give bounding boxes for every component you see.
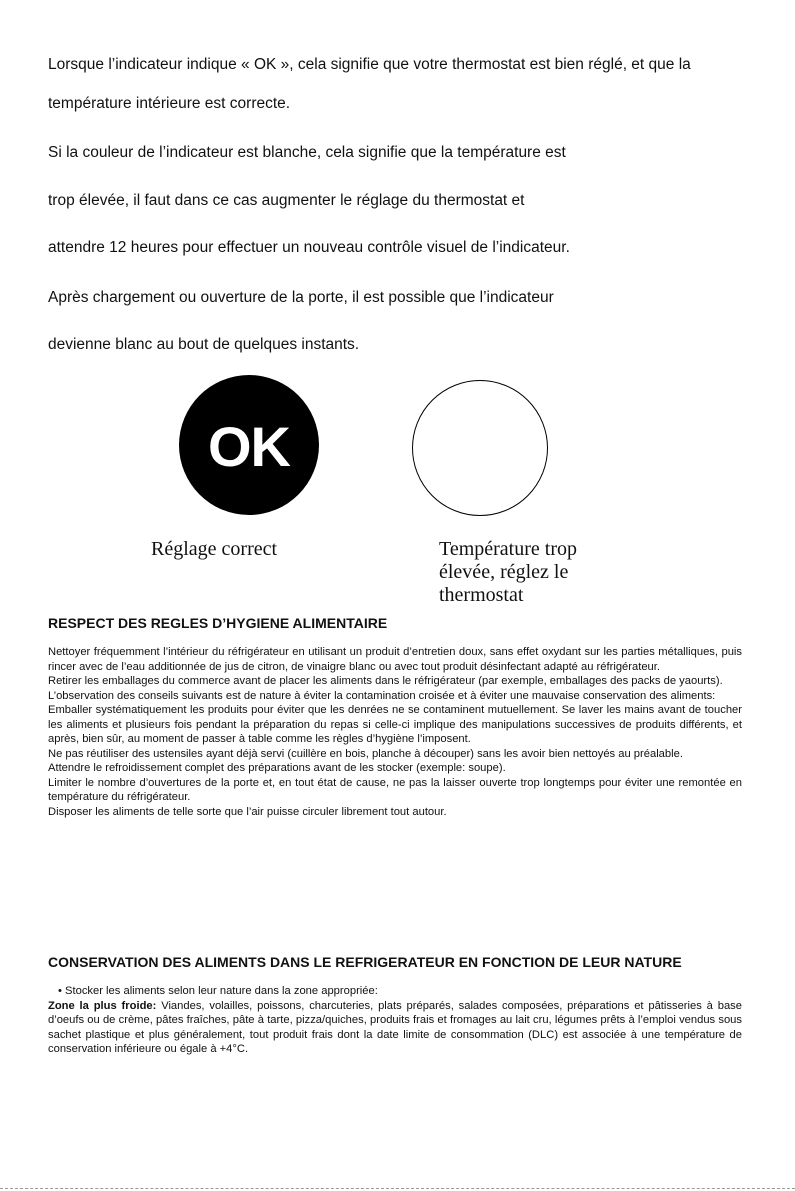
intro-line-1: Lorsque l’indicateur indique « OK », cela signifie que votre thermostat est bien réglé, et que la: [48, 56, 691, 73]
ok-indicator-label: OK: [208, 414, 290, 478]
hygiene-paragraph-6: Attendre le refroidissement complet des préparations avant de les stocker (exemple: soupe).: [48, 762, 506, 774]
ok-indicator-caption: Réglage correct: [151, 538, 278, 560]
white-indicator-icon: [412, 380, 548, 516]
white-caption-line-2: élevée, réglez le: [439, 561, 569, 583]
white-caption-line-3: thermostat: [439, 584, 524, 606]
coldest-zone-label: Zone la plus froide:: [48, 999, 157, 1012]
white-indicator-caption: [439, 538, 577, 607]
conservation-bullet: • Stocker les aliments selon leur nature dans la zone appropriée:: [58, 985, 378, 997]
hygiene-heading: RESPECT DES REGLES D’HYGIENE ALIMENTAIRE: [48, 615, 388, 631]
hygiene-paragraph-5: Ne pas réutiliser des ustensiles ayant déjà servi (cuillère en bois, planche à découper) sans les avoir bien nettoyés au préalable.: [48, 747, 683, 760]
coldest-zone-text: Viandes, volailles, poissons, charcuteries, plats préparés, salades composées, préparations et pâtisseries à base d’oeufs ou de crème, pâtes fraîches, pâte à tarte, pizza/quiches, produits frais et fromages au lait cru, légumes prêts à l’emploi vendus sous sachet plastique et plus généralement, tout produit frais dont la date limite de consommation (DLC) est associée à une température de conservation inférieure ou égale à +4°C.: [48, 999, 742, 1055]
hygiene-paragraph-1: Nettoyer fréquemment l’intérieur du réfrigérateur en utilisant un produit d’entretien doux, sans effet oxydant sur les parties métalliques, puis rincer avec de l’eau additionnée de jus de citron, de vinaigre blanc ou avec tout produit désinfectant adapté au réfrigérateur.: [48, 646, 742, 673]
conservation-heading: CONSERVATION DES ALIMENTS DANS LE REFRIGERATEUR EN FONCTION DE LEUR NATURE: [48, 954, 682, 970]
hygiene-paragraph-8: Disposer les aliments de telle sorte que l’air puisse circuler librement tout autour.: [48, 805, 447, 818]
hygiene-paragraph-3: L’observation des conseils suivants est de nature à éviter la contamination croisée et à éviter une mauvaise conservation des aliments:: [48, 689, 716, 702]
intro-line-4: trop élevée, il faut dans ce cas augmenter le réglage du thermostat et: [48, 192, 525, 209]
intro-line-3: Si la couleur de l’indicateur est blanche, cela signifie que la température est: [48, 144, 566, 161]
page-bottom-edge: [0, 1188, 795, 1189]
hygiene-paragraph-7: Limiter le nombre d’ouvertures de la porte et, en tout état de cause, ne pas la laisser ouverte trop longtemps pour éviter une remontée en température du réfrigérateur.: [48, 776, 742, 803]
white-caption-line-1: Température trop: [439, 538, 577, 560]
intro-line-2: température intérieure est correcte.: [48, 95, 291, 112]
intro-line-5: attendre 12 heures pour effectuer un nouveau contrôle visuel de l’indicateur.: [48, 239, 570, 256]
intro-line-6: Après chargement ou ouverture de la porte, il est possible que l’indicateur: [48, 289, 554, 306]
hygiene-paragraph-2: Retirer les emballages du commerce avant de placer les aliments dans le réfrigérateur (par exemple, emballages des packs de yaourts).: [48, 675, 723, 687]
intro-line-7: devienne blanc au bout de quelques instants.: [48, 336, 360, 353]
hygiene-body: [48, 645, 742, 819]
conservation-body: [48, 984, 742, 1057]
ok-indicator-icon: [179, 375, 319, 515]
hygiene-paragraph-4: Emballer systématiquement les produits pour éviter que les denrées ne se contaminent mutuellement. Se laver les mains avant de toucher les aliments et plusieurs fois pendant la préparation du repas si celle-ci implique des manipulations successives de produits différents, et après, bien sûr, au moment de passer à table comme les règles d’hygiène l’imposent.: [48, 704, 742, 745]
coldest-zone-paragraph: [48, 999, 742, 1057]
